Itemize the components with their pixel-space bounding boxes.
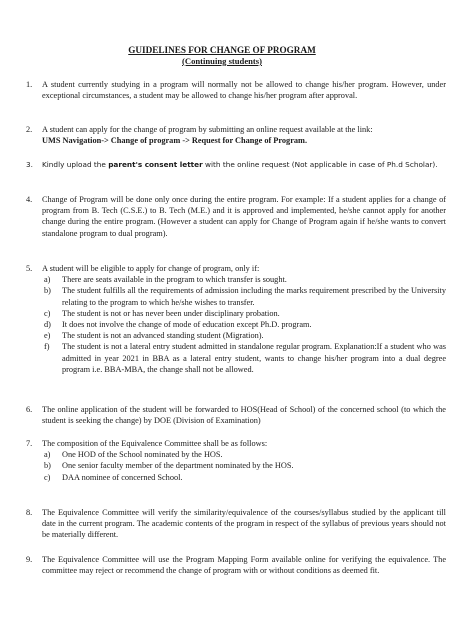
sub-item-text: The student is not a lateral entry student admitted in standalone regular program. Explanation:If a student who was admitted in year 2021 in BBA as a lateral entry student, wants to change his/her program into a dual degree program i.e. BBA-MBA, the change shall not be allowed. bbox=[62, 342, 446, 374]
sub-item-b bbox=[42, 460, 446, 471]
guideline-item-7 bbox=[26, 438, 446, 483]
guideline-item-3 bbox=[26, 159, 446, 170]
item-number: 4. bbox=[26, 195, 33, 204]
item-number: 1. bbox=[26, 80, 33, 89]
sub-item-text: One HOD of the School nominated by the HOS. bbox=[62, 450, 223, 460]
item-text-post: with the online request (Not applicable in case of Ph.d Scholar). bbox=[202, 160, 438, 169]
guideline-item-5 bbox=[26, 263, 446, 375]
ums-navigation-path: UMS Navigation-> Change of program -> Request for Change of Program. bbox=[42, 136, 308, 146]
item-text: A student currently studying in a program will normally not be allowed to change his/her program. However, under exceptional circumstances, a student may be allowed to change his/her program after approval. bbox=[42, 80, 446, 101]
sub-item-letter: c) bbox=[44, 472, 51, 482]
sub-item-b bbox=[42, 285, 446, 307]
sub-item-letter: f) bbox=[44, 342, 50, 352]
item-number: 8. bbox=[26, 508, 33, 517]
item-text: The composition of the Equivalence Committee shall be as follows: bbox=[42, 439, 268, 448]
guideline-item-8 bbox=[26, 507, 446, 541]
item-number: 5. bbox=[26, 264, 33, 273]
sub-item-text: DAA nominee of concerned School. bbox=[62, 472, 183, 482]
sub-item-a bbox=[42, 274, 446, 285]
sub-item-text: The student fulfills all the requirements of admission including the marks requirement prescribed by the University relating to the program to which he/she wishes to transfer. bbox=[62, 286, 446, 307]
sub-item-letter: b) bbox=[44, 461, 51, 471]
sub-item-letter: a) bbox=[44, 275, 51, 285]
item-body bbox=[42, 159, 446, 170]
sub-item-text: One senior faculty member of the department nominated by the HOS. bbox=[62, 461, 294, 471]
sub-item-c bbox=[42, 472, 446, 483]
guideline-item-2 bbox=[26, 124, 446, 146]
item-text-pre: Kindly upload the bbox=[42, 160, 109, 169]
item-text: A student will be eligible to apply for change of program, only if: bbox=[42, 264, 260, 273]
title-block bbox=[0, 44, 474, 67]
sub-item-text: The student is not or has never been under disciplinary probation. bbox=[62, 308, 280, 318]
sub-item-letter: a) bbox=[44, 450, 51, 460]
item-number: 2. bbox=[26, 125, 33, 134]
sub-item-letter: c) bbox=[44, 308, 51, 318]
sub-item-text: It does not involve the change of mode of education except Ph.D. program. bbox=[62, 320, 312, 330]
item-text: A student can apply for the change of program by submitting an online request available at the link: bbox=[42, 125, 373, 134]
item-number: 7. bbox=[26, 439, 33, 448]
sub-item-d bbox=[42, 319, 446, 330]
sub-item-a bbox=[42, 449, 446, 460]
item-number: 3. bbox=[26, 160, 33, 169]
guideline-item-9 bbox=[26, 554, 446, 576]
item-text: The Equivalence Committee will verify the similarity/equivalence of the courses/syllabus studied by the applicant till date in the current program. The academic contents of the program in respect of the syllabus of previous years should not be materially different. bbox=[42, 508, 446, 540]
guideline-item-1 bbox=[26, 79, 446, 101]
guideline-item-6 bbox=[26, 404, 446, 426]
sub-item-f bbox=[42, 341, 446, 375]
guideline-item-4 bbox=[26, 194, 446, 239]
sub-item-text: There are seats available in the program to which transfer is sought. bbox=[62, 275, 287, 285]
item-number: 6. bbox=[26, 405, 33, 414]
item-body bbox=[42, 124, 446, 146]
sub-item-letter: e) bbox=[44, 331, 51, 341]
sub-item-letter: b) bbox=[44, 286, 51, 296]
document-title: GUIDELINES FOR CHANGE OF PROGRAM bbox=[128, 45, 316, 55]
item-text: The Equivalence Committee will use the Program Mapping Form available online for verifying the equivalence. The committee may reject or recommend the change of program with or without conditions as deemed fit. bbox=[42, 555, 446, 576]
item-text: Change of Program will be done only once during the entire program. For example: If a student applies for a change of program from B. Tech (C.S.E.) to B. Tech (M.E.) and it is approved and implemented, he/she cannot apply for another change during the entire program. (However a student can apply for Change of Program again if he/she wants to convert standalone program to dual program). bbox=[42, 195, 446, 238]
sub-item-e bbox=[42, 330, 446, 341]
parents-consent-letter: parent's consent letter bbox=[108, 160, 203, 169]
document-subtitle: (Continuing students) bbox=[182, 56, 262, 66]
item-text: The online application of the student will be forwarded to HOS(Head of School) of the concerned school (to which the student is seeking the change) by DOE (Division of Examination) bbox=[42, 405, 446, 426]
sub-item-text: The student is not an advanced standing student (Migration). bbox=[62, 331, 264, 341]
sub-item-c bbox=[42, 308, 446, 319]
sub-item-letter: d) bbox=[44, 320, 51, 330]
item-number: 9. bbox=[26, 555, 33, 564]
